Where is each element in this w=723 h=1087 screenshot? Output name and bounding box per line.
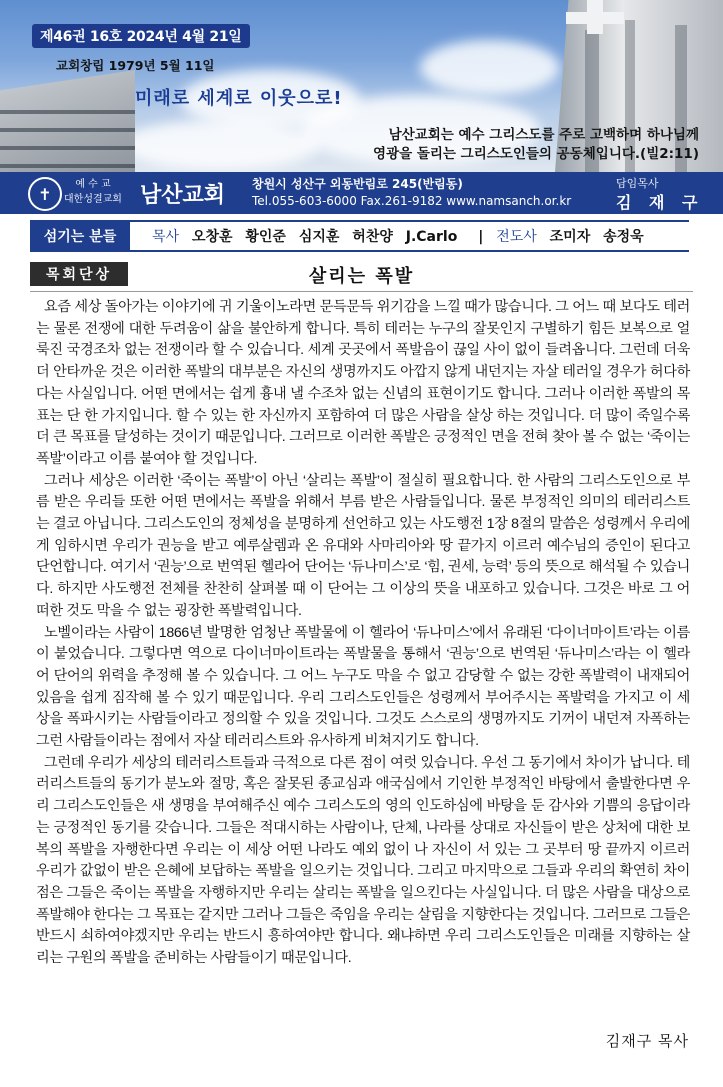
- divider: [30, 291, 693, 292]
- ministers-label: 섬기는 분들: [30, 222, 130, 250]
- address-line: 창원시 성산구 외동반림로 245(반림동): [252, 177, 463, 191]
- article-paragraph: 그런데 우리가 세상의 테러리스트들과 극적으로 다른 점이 여럿 있습니다. 우선 그 동기에서 차이가 납니다. 테러리스트들의 동기가 분노와 절망, 혹은 잘못된 종교심과 애국심에서 기인한 부정적인 바탕에서 출발한다면 우리 그리스도인들은 새 생명을 부여해주신 예수 그리스도의 영의 인도하심에 바탕을 둔 감사와 기쁨의 응답이라는 긍정적인 동기를 갖습니다. 그들은 적대시하는 사람이나, 단체, 나라를 상대로 자신들이 받은 상처에 대한 보복의 폭발을 자행한다면 우리는 이 세상 어떤 나라도 예외 없이 나 자신이 서 있는 그 곳부터 땅 끝까지 이르러 우리가 값없이 받은 은혜에 보답하는 폭발을 일으키는 것입니다. 그리고 마지막으로 그들과 우리의 확연히 차이점은 그들은 죽이는 폭발을 자행하지만 우리는 살리는 폭발을 일으킨다는 사실입니다. 더 많은 사람을 대상으로 폭발해야 한다는 그 목표는 같지만 그러나 그들은 죽임을 우리는 살림을 지향한다는 것입니다. 그러므로 그들은 반드시 쇠하여야겠지만 우리는 반드시 흥하여야만 합니다. 왜냐하면 우리 그리스도인들은 미래를 지향하는 살리는 구원의 폭발을 준비하는 사람들이기 때문입니다.: [36, 754, 690, 967]
- ministers-row: [30, 220, 689, 252]
- evangelist-name: 송정욱: [603, 229, 644, 245]
- denomination-line: 대한성결교회: [64, 194, 122, 205]
- church-info-bar: [0, 172, 723, 214]
- building-image: [0, 70, 135, 172]
- denomination: [64, 177, 122, 207]
- mission-line: 영광을 돌리는 그리스도인들의 공동체입니다.(빌2:11): [373, 146, 699, 162]
- cloud-decoration: [120, 120, 320, 170]
- church-logo-icon: ✝: [28, 177, 62, 211]
- church-name: 남산교회: [140, 182, 226, 208]
- slogan: 미래로 세계로 이웃으로!: [135, 88, 343, 109]
- founding-date: 교회창립 1979년 5월 11일: [56, 58, 215, 73]
- article-title: 살리는 폭발: [308, 266, 415, 287]
- evangelist-role-label: 전도사: [496, 229, 537, 245]
- article-paragraph: 그러나 세상은 이러한 ‘죽이는 폭발’이 아닌 ‘살리는 폭발’이 절실히 필요합니다. 한 사람의 그리스도인으로 부름 받은 우리들 또한 어떤 면에서는 폭발을 위해서 부름 받은 사람들입니다. 물론 부정적인 의미의 테러리스트는 결코 아닙니다. 그리스도인의 정체성을 분명하게 선언하고 있는 사도행전 1장 8절의 말씀은 성령께서 우리에게 임하시면 우리가 권능을 받고 예루살렘과 온 유대와 사마리아와 땅 끝가지 이르러 예수님의 증인이 된다고 단언합니다. 여기서 ‘권능’으로 번역된 헬라어 단어는 ‘듀나미스’로 ‘힘, 권세, 능력’ 등의 뜻으로 해석될 수 있습니다. 하지만 사도행전 전체를 찬찬히 살펴볼 때 이 단어는 그 이상의 뜻을 내포하고 있습니다. 그것은 바로 그 어떠한 것도 막을 수 없는 굉장한 폭발력입니다.: [36, 472, 690, 619]
- article-author: 김재구 목사: [605, 1032, 689, 1050]
- church-address: [252, 176, 571, 210]
- minister-name: 허찬양: [352, 229, 393, 245]
- mission-line: 남산교회는 예수 그리스도를 주로 고백하며 하나님께: [388, 127, 699, 143]
- minister-name: 오창훈: [191, 229, 233, 245]
- mission-statement: [373, 126, 699, 164]
- article-paragraph: 요즘 세상 돌아가는 이야기에 귀 기울이노라면 문득문득 위기감을 느낄 때가 많습니다. 그 어느 때 보다도 테러는 물론 전쟁에 대한 두려움이 삶을 불안하게 합니다. 특히 테러는 누구의 잘못인지 구별하기 힘든 보복으로 얼룩진 국경조차 없는 전쟁이라 할 수 있습니다. 세계 곳곳에서 폭발음이 끊일 사이 없이 들려옵니다. 그런데 더욱 더 안타까운 것은 이러한 폭발의 대부분은 자신의 생명까지도 아깝지 않게 내던지는 자살 테러일 경우가 허다하다는 사실입니다. 어떤 면에서는 쉽게 흉내 낼 수조차 없는 신념의 표현이기도 합니다. 그러나 이러한 폭발의 목표는 단 한 가지입니다. 할 수 있는 한 자신까지 포함하여 더 많은 사람을 살상 하는 것입니다. 더 많이 죽일수록 더 큰 목표를 달성하는 것이기 때문입니다. 그러므로 이러한 폭발은 긍정적인 면을 전혀 찾아 볼 수 없는 ‘죽이는 폭발’이라고 이름 붙여야 할 것입니다.: [36, 299, 690, 467]
- senior-pastor-name: 김 재 구: [616, 193, 704, 212]
- minister-name: 심지훈: [298, 229, 340, 245]
- contact-line: Tel.055-603-6000 Fax.261-9182 www.namsanch.or.kr: [252, 194, 572, 208]
- pastor-role-label: 목사: [152, 229, 180, 245]
- column-tag: 목회단상: [30, 262, 128, 286]
- denomination-line: 예 수 교: [75, 179, 111, 190]
- header-banner: [0, 0, 723, 172]
- separator: |: [478, 229, 484, 245]
- cross-icon: [566, 12, 624, 24]
- minister-name: 황인준: [245, 229, 286, 245]
- minister-name: J.Carlo: [405, 229, 458, 245]
- senior-pastor-label: 담임목사: [616, 177, 659, 190]
- ministers-list: [152, 226, 652, 246]
- article-body: [36, 297, 690, 970]
- evangelist-name: 조미자: [549, 229, 591, 245]
- article-paragraph: 노벨이라는 사람이 1866년 발명한 엄청난 폭발물에 이 헬라어 ‘듀나미스’에서 유래된 ‘다이너마이트’라는 이름이 붙었습니다. 그렇다면 역으로 다이너마이트라는 폭발물을 통해서 ‘권능’으로 번역된 ‘듀나미스’라는 이 헬라어 단어의 위력을 추정해 볼 수 있습니다. 그 어느 누구도 막을 수 없고 감당할 수 없는 강한 폭발력이 내재되어 있음을 쉽게 짐작해 볼 수 있기 때문입니다. 우리 그리스도인들은 성령께서 부어주시는 폭발력을 가지고 이 세상을 폭파시키는 사람들이라고 정의할 수 있을 것입니다. 그것도 스스로의 생명까지도 기꺼이 내던져 자폭하는 그런 사람들이라는 점에서 자살 테러리스트와 유사하게 비쳐지기도 합니다.: [36, 624, 690, 750]
- cloud-decoration: [420, 40, 560, 95]
- issue-date: 제46권 16호 2024년 4월 21일: [32, 24, 250, 48]
